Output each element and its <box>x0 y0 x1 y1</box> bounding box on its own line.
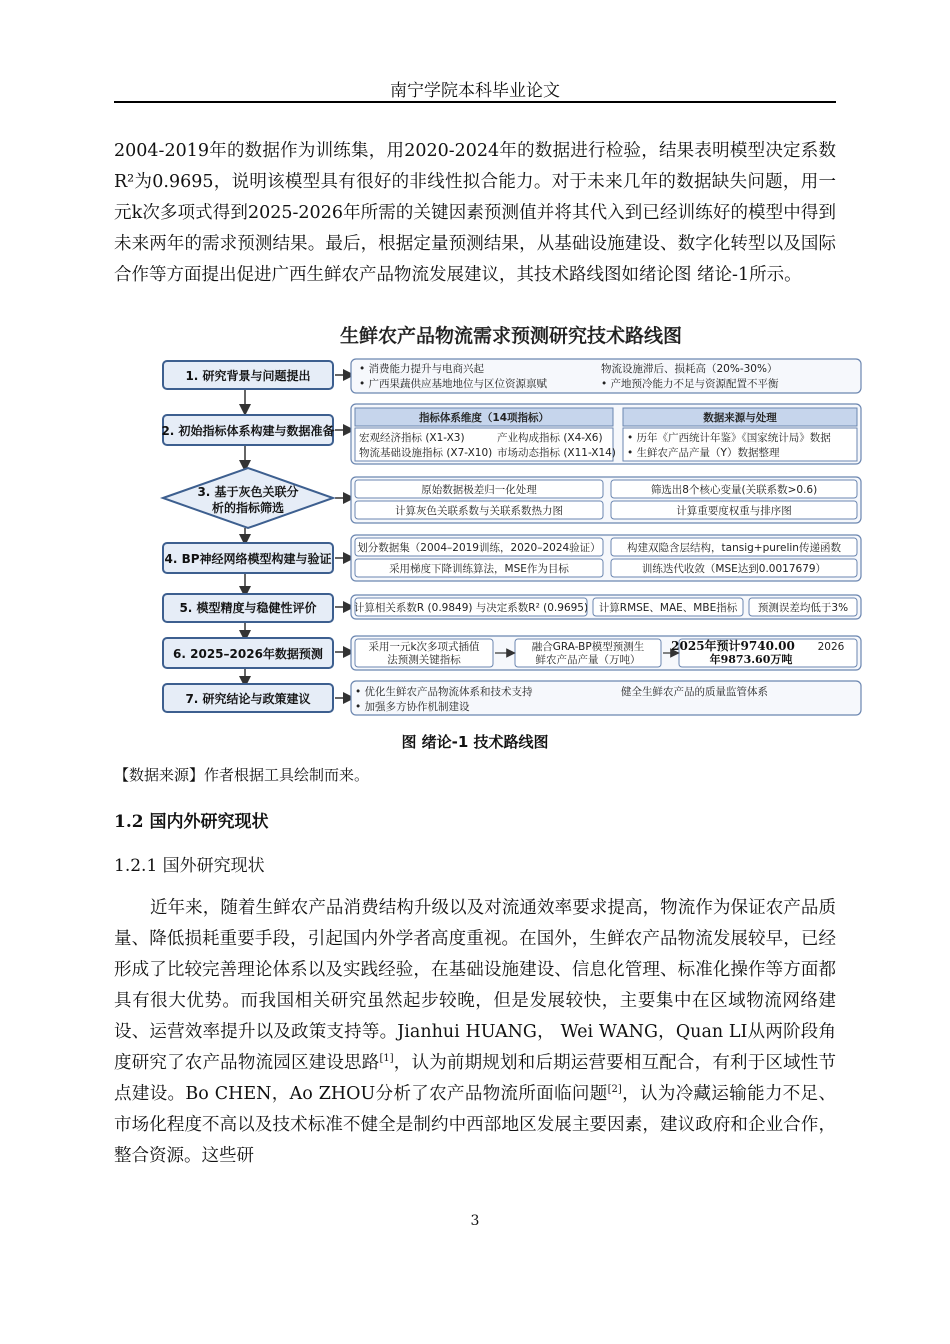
step-7-label: 7. 研究结论与政策建议 <box>185 692 311 706</box>
page-header: 南宁学院本科毕业论文 <box>390 81 560 101</box>
figure-source-note: 【数据来源】作者根据工具绘制而来。 <box>114 766 370 784</box>
row7-item-a: • 优化生鲜农产品物流体系和技术支持 <box>355 686 533 698</box>
row2-left-2a: 物流基础设施指标 (X7-X10) <box>359 447 493 459</box>
body-paragraph <box>114 893 836 1172</box>
step-5-label: 5. 模型精度与稳健性评价 <box>179 601 317 615</box>
row5-item-b: 计算RMSE、MAE、MBE指标 <box>598 602 738 614</box>
row2-left-2b: 市场动态指标 (X11-X14) <box>497 447 616 459</box>
row6-item-a-line1: 采用一元k次多项式插值 <box>368 641 480 653</box>
step-4-label: 4. BP神经网络模型构建与验证 <box>164 552 332 566</box>
row3-item-c: 计算灰色关联系数与关联系数热力图 <box>395 505 563 517</box>
row4-item-c: 采用梯度下降训练算法，MSE作为目标 <box>389 563 569 575</box>
row4-item-b: 构建双隐含层结构，tansig+purelin传递函数 <box>627 542 841 554</box>
row1-item-a: • 消费能力提升与电商兴起 <box>359 363 485 375</box>
row1-item-b: 物流设施滞后、损耗高（20%-30%） <box>601 363 778 375</box>
row2-right-title: 数据来源与处理 <box>703 412 777 424</box>
intro-text: 2004-2019年的数据作为训练集，用2020-2024年的数据进行检验，结果表明模型决定系数R²为0.9695，说明该模型具有很好的非线性拟合能力。对于未来几年的数据缺失问题，用一元k次多项式得到2025-2026年所需的关键因素预测值并将其代入到已经训练好的模型中得到未来两年的需求预测结果。最后，根据定量预测结果，从基础设施建设、数字化转型以及国际合作等方面提出促进广西生鲜农产品物流发展建议，其技术路线图如绪论图 绪论-1所示。 <box>114 141 836 285</box>
technical-roadmap-figure <box>155 318 867 722</box>
step-3-label-line2: 析的指标筛选 <box>211 501 285 515</box>
row2-right-1: • 历年《广西统计年鉴》《国家统计局》数据 <box>627 432 831 444</box>
step-2-label: 2. 初始指标体系构建与数据准备 <box>161 424 335 438</box>
row1-item-d: • 产地预冷能力不足与资源配置不平衡 <box>601 378 779 390</box>
citation-1[interactable]: [1] <box>379 1053 394 1065</box>
body-text <box>114 893 836 1172</box>
figure-title: 生鲜农产品物流需求预测研究技术路线图 <box>339 325 683 347</box>
step-3-label-line1: 3. 基于灰色关联分 <box>197 485 299 499</box>
row4-item-d: 训练迭代收敛（MSE达到0.0017679） <box>641 563 827 575</box>
citation-2[interactable]: [2] <box>607 1084 622 1096</box>
body-text-part2: ，认为前期规划和后期运营要相互配合，有利于区域性节点建设。Bo CHEN，Ao ZHOU分析了农产品物流所面临问题 <box>114 1053 837 1104</box>
row5-item-c: 预测误差均低于3% <box>757 602 849 614</box>
row3-item-d: 计算重要度权重与排序图 <box>676 505 792 517</box>
row2-left-1b: 产业构成指标 (X4-X6) <box>497 432 603 444</box>
row6-forecast-2025: 2025年预计9740.00 <box>671 639 795 653</box>
row6-forecast-2026-label: 2026 <box>817 641 845 653</box>
row6-item-b-line2: 鲜农产品产量（万吨） <box>535 654 641 666</box>
row7-item-b: 健全生鲜农产品的质量监管体系 <box>621 686 768 698</box>
row4-item-a: 划分数据集（2004–2019训练，2020–2024验证） <box>357 542 601 554</box>
row2-left-1a: 宏观经济指标 (X1-X3) <box>359 432 465 444</box>
row5-item-a: 计算相关系数R (0.9849) 与决定系数R² (0.9695) <box>353 602 589 614</box>
row1-item-c: • 广西果蔬供应基地地位与区位资源禀赋 <box>359 378 548 390</box>
figure-caption: 图 绪论-1 技术路线图 <box>401 733 549 751</box>
intro-paragraph <box>114 136 836 291</box>
row6-item-b-line1: 融合GRA-BP模型预测生 <box>531 641 645 653</box>
row7-item-c: • 加强多方协作机制建设 <box>355 701 470 713</box>
step-6-label: 6. 2025–2026年数据预测 <box>173 647 323 661</box>
row6-item-a-line2: 法预测关键指标 <box>387 654 461 666</box>
step-1-label: 1. 研究背景与问题提出 <box>185 369 311 383</box>
row3-item-a: 原始数据极差归一化处理 <box>421 484 537 496</box>
body-text-part1: 近年来，随着生鲜农产品消费结构升级以及对流通效率要求提高，物流作为保证农产品质量、降低损耗重要手段，引起国内外学者高度重视。在国外，生鲜农产品物流发展较早，已经形成了比较完善理论体系以及实践经验，在基础设施建设、信息化管理、标准化操作等方面都具有很大优势。而我国相关研究虽然起步较晚，但是发展较快，主要集中在区域物流网络建设、运营效率提升以及政策支持等。Jianhui HUANG， Wei WANG，Quan LI从两阶段角度研究了农产品物流园区建设思路 <box>114 898 836 1073</box>
row2-right-2: • 生鲜农产品产量（Y）数据整理 <box>627 447 780 459</box>
row3-item-b: 筛选出8个核心变量(关联系数>0.6) <box>650 484 818 496</box>
subsection-heading: 1.2.1 国外研究现状 <box>114 856 265 876</box>
section-heading: 1.2 国内外研究现状 <box>114 812 269 832</box>
body-text-part3: ，认为冷藏运输能力不足、市场化程度不高以及技术标准不健全是制约中西部地区发展主要因素，建议政府和企业合作，整合资源。这些研 <box>114 1084 837 1166</box>
page-number: 3 <box>470 1213 480 1229</box>
row2-left-title: 指标体系维度（14项指标） <box>418 412 550 424</box>
header-rule <box>114 101 836 103</box>
row6-forecast-2026-value: 年9873.60万吨 <box>709 653 793 666</box>
